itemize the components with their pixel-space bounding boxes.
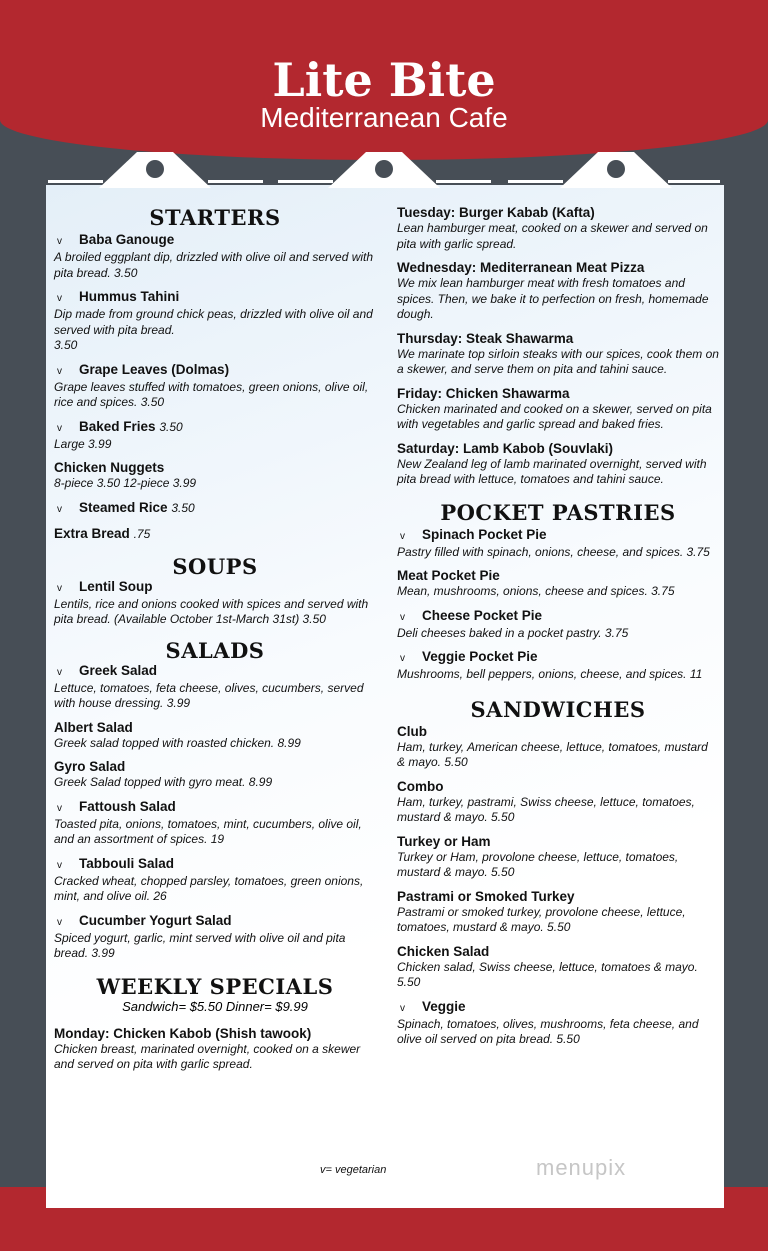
vegetarian-legend: v= vegetarian: [320, 1164, 387, 1176]
menu-item-name: Baked Fries: [79, 418, 156, 434]
menu-item-name: Fattoush Salad: [79, 798, 176, 814]
menu-item-name: Friday: Chicken Shawarma: [397, 385, 570, 401]
menu-item-name: Chicken Nuggets: [54, 460, 165, 475]
menu-item-header: [397, 889, 719, 905]
menu-item: [397, 724, 719, 771]
menu-item-header: [397, 441, 719, 457]
menu-item-header: [54, 799, 376, 817]
menu-item: [397, 441, 719, 488]
menu-item-header: [54, 500, 376, 518]
menu-item-price: .75: [133, 526, 151, 541]
menu-item-name: Hummus Tahini: [79, 289, 180, 304]
menu-item: [54, 759, 376, 791]
menu-item: [397, 779, 719, 826]
menu-item-description: Lean hamburger meat, cooked on a skewer and served on pita with garlic spread.: [397, 221, 708, 251]
menu-item-name: Thursday: Steak Shawarma: [397, 330, 574, 346]
menu-item-name: Albert Salad: [54, 719, 133, 735]
menu-item-header: [397, 944, 719, 960]
menu-item-header: [397, 724, 719, 740]
menu-item-header: [397, 568, 719, 584]
menu-item: [397, 649, 719, 683]
menu-item-name: Lentil Soup: [79, 578, 153, 594]
menu-item-header: [54, 460, 376, 476]
menu-item-price: 3.50: [159, 419, 183, 434]
menu-item-name: Extra Bread: [54, 525, 130, 541]
menu-item-description: Lettuce, tomatoes, feta cheese, olives, cucumbers, served with house dressing. 3.99: [54, 680, 364, 710]
menu-item: [397, 834, 719, 881]
section-title-pocket-pastries: POCKET PASTRIES: [440, 499, 676, 525]
menu-right-column: [397, 205, 719, 1056]
menu-item-header: [397, 260, 719, 276]
menu-item: [54, 663, 376, 712]
menu-item: [54, 799, 376, 848]
menu-left-column: [54, 205, 376, 1081]
menu-item-header: [54, 289, 376, 307]
menu-item-name: Monday: Chicken Kabob (Shish tawook): [54, 1025, 312, 1041]
menu-item: [54, 579, 376, 628]
menu-item: [54, 1026, 376, 1073]
menu-item-description: Dip made from ground chick peas, drizzled with olive oil and served with pita bread. 3.50: [54, 307, 373, 352]
menu-item-header: [54, 759, 376, 775]
hang-tab-right: [560, 140, 672, 190]
menu-item-header: [54, 419, 376, 437]
vegetarian-marker: v: [57, 802, 62, 814]
stitch-line: [436, 180, 491, 183]
menu-item-header: [54, 526, 376, 542]
menu-item-name: Steamed Rice: [79, 499, 168, 515]
menu-item-description: Chicken marinated and cooked on a skewer, served on pita with vegetables and garlic spread and baked fries.: [397, 401, 712, 431]
menu-item-name: Gyro Salad: [54, 759, 126, 774]
menu-item-header: [397, 999, 719, 1017]
hang-tab-left: [99, 140, 211, 190]
menu-item-header: [397, 834, 719, 850]
menu-item: [54, 232, 376, 281]
section-title-sandwiches: SANDWICHES: [470, 696, 646, 722]
section-title-starters: STARTERS: [149, 205, 281, 230]
menu-item: [54, 913, 376, 962]
menu-item-name: Cheese Pocket Pie: [422, 607, 543, 623]
sandwiches-list: [397, 724, 719, 1048]
stitch-line: [278, 180, 333, 183]
vegetarian-marker: v: [57, 365, 62, 377]
menu-item: [397, 331, 719, 378]
menupix-watermark: menupix: [536, 1155, 627, 1180]
menu-item-name: Meat Pocket Pie: [397, 568, 500, 583]
menu-item-header: [397, 608, 719, 626]
hang-tab-center: [328, 140, 440, 190]
vegetarian-marker: v: [57, 916, 62, 928]
menu-item-header: [397, 205, 719, 221]
menu-item-description: Lentils, rice and onions cooked with spices and served with pita bread. (Available October 1st-March 31st) 3.50: [54, 596, 369, 626]
menu-item-name: Veggie Pocket Pie: [422, 649, 538, 664]
menu-item: [397, 944, 719, 991]
vegetarian-marker: v: [400, 611, 405, 623]
menu-item: [397, 527, 719, 561]
vegetarian-marker: v: [400, 530, 405, 542]
menu-item-description: Chicken breast, marinated overnight, cooked on a skewer and served on pita with garlic spread.: [54, 1041, 361, 1071]
restaurant-subtitle: Mediterranean Cafe: [260, 102, 508, 133]
menu-item-description: 8-piece 3.50 12-piece 3.99: [54, 476, 197, 490]
starters-list: [54, 232, 376, 542]
vegetarian-marker: v: [57, 666, 62, 678]
menu-item-name: Turkey or Ham: [397, 833, 491, 849]
menu-item-name: Tabbouli Salad: [79, 855, 175, 871]
menu-item-description: Cracked wheat, chopped parsley, tomatoes, green onions, mint, and olive oil. 26: [54, 873, 364, 903]
vegetarian-marker: v: [57, 503, 62, 515]
menu-item: [54, 419, 376, 453]
menu-item-header: [397, 386, 719, 402]
weekly-list-continued: [397, 205, 719, 488]
menu-item-name: Baba Ganouge: [79, 232, 175, 247]
menu-item-name: Veggie: [422, 998, 466, 1014]
menu-item-name: Pastrami or Smoked Turkey: [397, 888, 575, 904]
menu-item-header: [54, 1026, 376, 1042]
menu-item-header: [54, 579, 376, 597]
vegetarian-marker: v: [57, 582, 62, 594]
pastries-list: [397, 527, 719, 683]
menu-item-name: Wednesday: Mediterranean Meat Pizza: [397, 260, 645, 275]
menu-item-description: Greek Salad topped with gyro meat. 8.99: [54, 775, 273, 789]
menu-item: [54, 460, 376, 492]
menu-item-description: Ham, turkey, pastrami, Swiss cheese, lettuce, tomatoes, mustard & mayo. 5.50: [397, 794, 695, 824]
menu-item: [397, 608, 719, 642]
menu-item-description: We marinate top sirloin steaks with our spices, cook them on a skewer, and serve them on pita and tahini sauce.: [397, 346, 719, 376]
vegetarian-marker: v: [57, 859, 62, 871]
stitch-line: [48, 180, 103, 183]
soups-list: [54, 579, 376, 628]
menu-item-description: Ham, turkey, American cheese, lettuce, tomatoes, mustard & mayo. 5.50: [397, 739, 708, 769]
menu-item-name: Club: [397, 723, 427, 739]
section-title-weekly-specials: WEEKLY SPECIALS: [96, 973, 334, 999]
menu-item-header: [397, 331, 719, 347]
menu-item: [54, 526, 376, 542]
menu-item-header: [397, 527, 719, 545]
menu-item: [397, 889, 719, 936]
section-title-salads: SALADS: [165, 637, 265, 663]
menu-item-description: Toasted pita, onions, tomatoes, mint, cucumbers, olive oil, and an assortment of spices. 19: [54, 816, 362, 846]
menu-item-header: [54, 362, 376, 380]
vegetarian-marker: v: [57, 293, 62, 304]
menu-item-header: [54, 913, 376, 931]
menu-item-description: A broiled eggplant dip, drizzled with olive oil and served with pita bread. 3.50: [54, 250, 374, 280]
stitch-line: [668, 180, 720, 183]
vegetarian-marker: v: [400, 653, 405, 664]
menu-item-description: New Zealand leg of lamb marinated overnight, served with pita bread with lettuce, tomatoes and tahini sauce.: [397, 456, 707, 486]
menu-item-description: Large 3.99: [54, 436, 112, 451]
menu-item-description: Turkey or Ham, provolone cheese, lettuce, tomatoes, mustard & mayo. 5.50: [397, 849, 679, 879]
menu-item-name: Chicken Salad: [397, 943, 490, 959]
menu-item-name: Greek Salad: [79, 662, 158, 678]
stitch-line: [508, 180, 563, 183]
menu-item-description: Mushrooms, bell peppers, onions, cheese, and spices. 11: [397, 667, 703, 681]
specials-prices: Sandwich= $5.50 Dinner= $9.99: [122, 998, 308, 1014]
menu-item-name: Grape Leaves (Dolmas): [79, 361, 230, 377]
menu-item-description: Pastrami or smoked turkey, provolone cheese, lettuce, tomatoes, mustard & mayo. 5.50: [397, 904, 686, 934]
menu-item-name: Cucumber Yogurt Salad: [79, 912, 232, 928]
menu-item-header: [397, 779, 719, 795]
weekly-list: [54, 1026, 376, 1073]
menu-item-description: Deli cheeses baked in a pocket pastry. 3.75: [397, 625, 629, 640]
vegetarian-marker: v: [57, 236, 62, 247]
menu-item: [54, 362, 376, 411]
vegetarian-marker: v: [400, 1002, 405, 1014]
menu-item: [397, 205, 719, 252]
menu-item-name: Spinach Pocket Pie: [422, 526, 547, 542]
menu-item-header: [397, 649, 719, 667]
menu-item: [54, 500, 376, 518]
menu-item-header: [54, 232, 376, 250]
section-title-soups: SOUPS: [172, 553, 258, 579]
menu-item-header: [54, 663, 376, 681]
menu-item-name: Combo: [397, 778, 444, 794]
menu-item: [397, 260, 719, 323]
menu-item-header: [54, 856, 376, 874]
menu-item: [397, 999, 719, 1048]
menu-item-description: Pastry filled with spinach, onions, cheese, and spices. 3.75: [397, 544, 710, 559]
menu-item-name: Saturday: Lamb Kabob (Souvlaki): [397, 440, 614, 456]
menu-item-header: [54, 720, 376, 736]
stitch-line: [208, 180, 263, 183]
menu-item: [54, 720, 376, 752]
menu-item-name: Tuesday: Burger Kabab (Kafta): [397, 205, 595, 220]
menu-item: [397, 568, 719, 600]
salads-list: [54, 663, 376, 962]
menu-item: [54, 856, 376, 905]
menu-item-description: Grape leaves stuffed with tomatoes, green onions, olive oil, rice and spices. 3.50: [54, 379, 369, 409]
menu-item-description: Chicken salad, Swiss cheese, lettuce, tomatoes & mayo. 5.50: [397, 959, 698, 989]
menu-item: [54, 289, 376, 354]
vegetarian-marker: v: [57, 422, 62, 434]
menu-item-description: Greek salad topped with roasted chicken. 8.99: [54, 735, 301, 750]
menu-item-description: Spiced yogurt, garlic, mint served with olive oil and pita bread. 3.99: [54, 930, 346, 960]
menu-item-price: 3.50: [171, 500, 195, 515]
menu-item: [397, 386, 719, 433]
menu-item-description: Spinach, tomatoes, olives, mushrooms, feta cheese, and olive oil served on pita bread. 5.50: [397, 1016, 699, 1046]
restaurant-name: Lite Bite: [272, 53, 496, 107]
menu-item-description: We mix lean hamburger meat with fresh tomatoes and spices. Then, we bake it to perfection on fresh, homemade dough.: [397, 276, 709, 321]
menu-item-description: Mean, mushrooms, onions, cheese and spices. 3.75: [397, 584, 675, 598]
